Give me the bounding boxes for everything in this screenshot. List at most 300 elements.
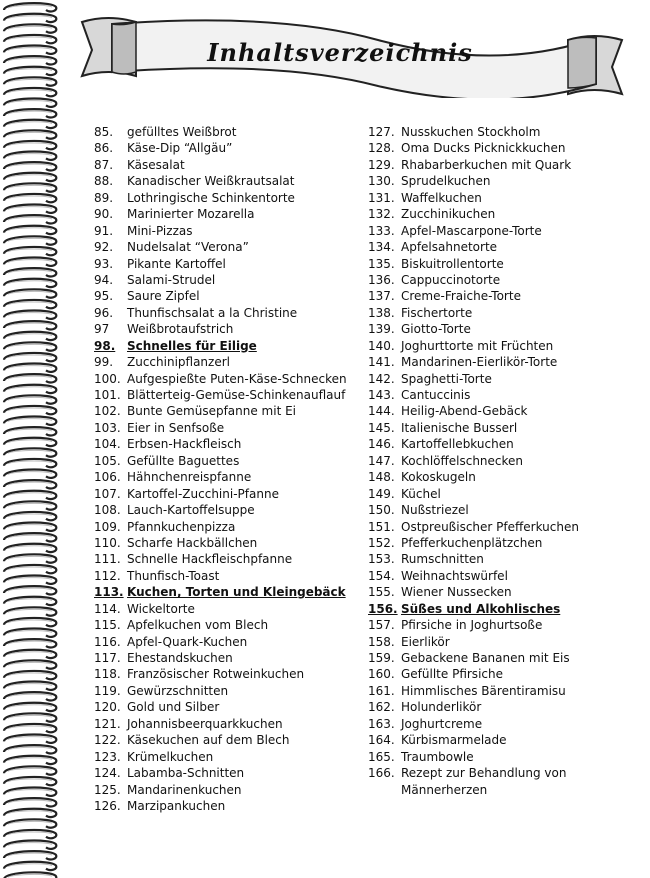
spiral-coil	[4, 321, 56, 329]
spiral-coil	[4, 226, 56, 234]
spiral-coil	[4, 809, 56, 817]
toc-entry	[94, 140, 347, 156]
toc-entry	[94, 124, 347, 140]
spiral-coil	[4, 67, 56, 75]
toc-entry-number	[368, 782, 401, 798]
toc-entry-number: 155.	[368, 585, 395, 600]
toc-entry-title: Mandarinenkuchen	[127, 782, 242, 797]
toc-entry	[368, 387, 579, 403]
toc-section-heading	[368, 601, 579, 617]
toc-entry	[94, 256, 347, 272]
toc-entry-title: Pikante Kartoffel	[127, 256, 226, 271]
spiral-coil	[4, 183, 56, 191]
toc-entry-title: Giotto-Torte	[401, 322, 471, 337]
spiral-coil	[4, 501, 56, 509]
toc-entry-title: Käse-Dip “Allgäu”	[127, 141, 233, 156]
spiral-coil	[4, 215, 56, 223]
toc-entry	[368, 683, 579, 699]
toc-entry-number: 124.	[94, 766, 121, 781]
toc-entry-number: 87.	[94, 157, 114, 172]
toc-entry	[94, 223, 347, 239]
spiral-coil	[4, 745, 56, 753]
toc-entry-number: 134.	[368, 240, 395, 255]
spiral-coil	[4, 576, 56, 584]
toc-entry-number: 91.	[94, 223, 114, 238]
toc-entry-title: Pfirsiche in Joghurtsoße	[401, 618, 543, 633]
toc-entry	[94, 206, 347, 222]
toc-entry	[94, 305, 347, 321]
toc-entry-number: 107.	[94, 486, 121, 501]
toc-entry-number: 86.	[94, 141, 114, 156]
toc-entry-number: 125.	[94, 782, 121, 797]
toc-entry-number: 90.	[94, 207, 114, 222]
toc-entry-number: 112.	[94, 568, 121, 583]
spiral-coil	[4, 395, 56, 403]
toc-entry	[94, 371, 347, 387]
toc-entry	[368, 124, 579, 140]
toc-entry	[368, 502, 579, 518]
toc-entry-number: 129.	[368, 157, 395, 172]
toc-entry-title: Krümelkuchen	[127, 749, 214, 764]
toc-entry-title: Eier in Senfsoße	[127, 420, 225, 435]
toc-entry-number: 133.	[368, 223, 395, 238]
toc-entry-title: Labamba-Schnitten	[127, 766, 245, 781]
toc-entry	[368, 634, 579, 650]
spiral-coil	[4, 353, 56, 361]
spiral-coil	[4, 830, 56, 838]
toc-entry	[94, 519, 347, 535]
toc-entry-title: Gefüllte Baguettes	[127, 453, 240, 468]
toc-entry-title: Creme-Fraiche-Torte	[401, 289, 521, 304]
spiral-coil	[4, 660, 56, 668]
toc-entry	[94, 403, 347, 419]
toc-entry-number: 122.	[94, 733, 121, 748]
toc-entry-number: 137.	[368, 289, 395, 304]
toc-entry	[368, 338, 579, 354]
toc-entry	[94, 601, 347, 617]
toc-entry-number: 111.	[94, 552, 121, 567]
toc-entry-number: 153.	[368, 552, 395, 567]
toc-entry	[368, 551, 579, 567]
toc-entry-number: 89.	[94, 190, 114, 205]
toc-entry	[94, 765, 347, 781]
toc-entry-title: Zucchinipflanzerl	[127, 355, 230, 370]
toc-entry-title: Johannisbeerquarkkuchen	[127, 716, 283, 731]
toc-entry-title: Nudelsalat “Verona”	[127, 240, 249, 255]
spiral-coil	[4, 332, 56, 340]
toc-entry-title: Aufgespießte Puten-Käse-Schnecken	[127, 371, 347, 386]
spiral-coil	[4, 438, 56, 446]
toc-entry-title: Kanadischer Weißkrautsalat	[127, 174, 295, 189]
toc-entry-title: Kartoffel-Zucchini-Pfanne	[127, 486, 279, 501]
toc-entry-number: 141.	[368, 355, 395, 370]
spiral-coil	[4, 851, 56, 859]
toc-entry-title: Kochlöffelschnecken	[401, 453, 524, 468]
toc-entry	[368, 749, 579, 765]
toc-entry-title: Wickeltorte	[127, 601, 195, 616]
toc-entry-number: 117.	[94, 651, 121, 665]
toc-entry-title: Joghurttorte mit Früchten	[401, 338, 554, 353]
spiral-coil	[4, 713, 56, 721]
toc-section-heading	[94, 584, 347, 600]
toc-entry	[94, 502, 347, 518]
spiral-coil	[4, 586, 56, 594]
spiral-coil	[4, 77, 56, 85]
toc-entry-title: Saure Zipfel	[127, 289, 200, 304]
spiral-coil	[4, 141, 56, 149]
spiral-coil	[4, 364, 56, 372]
spiral-coil	[4, 109, 56, 117]
spiral-coil	[4, 544, 56, 552]
toc-entry-number: 118.	[94, 667, 121, 682]
toc-entry-number: 104.	[94, 437, 121, 452]
toc-entry-number: 144.	[368, 404, 395, 419]
toc-entry-title: Italienische Busserl	[401, 420, 518, 435]
toc-entry-title: Kürbismarmelade	[401, 733, 507, 748]
toc-entry-number: 142.	[368, 371, 395, 386]
spiral-coil	[4, 862, 56, 870]
toc-entry	[368, 354, 579, 370]
toc-entry-title: Bunte Gemüsepfanne mit Ei	[127, 404, 297, 419]
toc-entry	[368, 173, 579, 189]
toc-entry-title: Käsesalat	[127, 157, 185, 172]
spiral-coil	[4, 703, 56, 711]
spiral-binding	[0, 0, 62, 878]
toc-entry-title: Apfelkuchen vom Blech	[127, 618, 269, 633]
toc-entry	[94, 535, 347, 551]
spiral-coil	[4, 289, 56, 297]
toc-entry-number: 106.	[94, 470, 121, 485]
toc-entry-number: 162.	[368, 700, 395, 715]
spiral-coil	[4, 247, 56, 255]
spiral-coil	[4, 194, 56, 202]
toc-entry-title: Kartoffellebkuchen	[401, 437, 514, 452]
spiral-coil	[4, 258, 56, 266]
spiral-coil	[4, 99, 56, 107]
spiral-coil	[4, 671, 56, 679]
toc-entry-number: 126.	[94, 798, 121, 813]
toc-entry-number: 102.	[94, 404, 121, 419]
toc-entry	[368, 782, 579, 798]
toc-entry	[94, 617, 347, 633]
spiral-coil	[4, 120, 56, 128]
toc-entry-number: 95.	[94, 289, 114, 304]
toc-entry-title: Lothringische Schinkentorte	[127, 190, 295, 205]
toc-entry-number: 159.	[368, 651, 395, 665]
toc-entry-number: 92.	[94, 240, 114, 255]
spiral-coil	[4, 385, 56, 393]
toc-entry-title: Heilig-Abend-Gebäck	[401, 404, 528, 419]
toc-entry-number: 94.	[94, 272, 114, 287]
toc-entry-number: 115.	[94, 618, 121, 633]
toc-entry-title: Süßes und Alkohlisches	[401, 601, 561, 616]
toc-entry-title: Küchel	[401, 486, 441, 501]
spiral-coil	[4, 788, 56, 796]
toc-entry-title: Salami-Strudel	[127, 272, 216, 287]
toc-entry-number: 99.	[94, 355, 114, 370]
spiral-coil	[4, 841, 56, 849]
toc-entry	[368, 469, 579, 485]
toc-entry	[368, 256, 579, 272]
toc-entry-number: 152.	[368, 535, 395, 550]
toc-entry	[94, 716, 347, 732]
spiral-coil	[4, 533, 56, 541]
toc-entry-number: 93.	[94, 256, 114, 271]
toc-entry	[94, 699, 347, 715]
toc-entry-number: 128.	[368, 141, 395, 156]
toc-entry-title: Apfel-Mascarpone-Torte	[401, 223, 542, 238]
toc-entry-title: Hähnchenreispfanne	[127, 470, 252, 485]
toc-entry-title: Erbsen-Hackfleisch	[127, 437, 242, 452]
toc-entry-title: Blätterteig-Gemüse-Schinkenauflauf	[127, 388, 346, 402]
toc-entry-title: Männerherzen	[401, 782, 488, 797]
toc-entry-number: 164.	[368, 733, 395, 748]
toc-entry-title: Schnelle Hackfleischpfanne	[127, 552, 293, 567]
toc-entry	[368, 190, 579, 206]
toc-entry-number: 147.	[368, 453, 395, 468]
spiral-coil	[4, 523, 56, 531]
spiral-coil	[4, 311, 56, 319]
spiral-coil	[4, 448, 56, 456]
toc-entry-number: 146.	[368, 437, 395, 452]
toc-entry-number: 123.	[94, 749, 121, 764]
toc-entry	[94, 387, 347, 403]
spiral-coil	[4, 766, 56, 774]
toc-entry-title: Mini-Pizzas	[127, 223, 193, 238]
toc-entry-title: Marinierter Mozarella	[127, 207, 255, 222]
spiral-coil	[4, 342, 56, 350]
spiral-coil	[4, 629, 56, 637]
toc-entry-title: Schnelles für Eilige	[127, 338, 257, 353]
toc-entry	[94, 732, 347, 748]
toc-entry	[368, 535, 579, 551]
spiral-coil	[4, 554, 56, 562]
toc-entry-title: Thunfisch-Toast	[127, 568, 220, 583]
toc-entry-title: Französischer Rotweinkuchen	[127, 667, 305, 682]
toc-entry-number: 158.	[368, 634, 395, 649]
toc-entry	[368, 716, 579, 732]
toc-entry-title: Waffelkuchen	[401, 190, 482, 205]
toc-entry	[94, 321, 347, 337]
toc-entry-title: Apfel-Quark-Kuchen	[127, 634, 248, 649]
toc-entry-title: Cappuccinotorte	[401, 272, 501, 287]
toc-entry-number: 148.	[368, 470, 395, 485]
toc-entry-title: Biskuitrollentorte	[401, 256, 504, 271]
spiral-coil	[4, 130, 56, 138]
spiral-coil	[4, 735, 56, 743]
toc-entry	[94, 666, 347, 682]
toc-entry-title: Rezept zur Behandlung von	[401, 766, 567, 781]
toc-entry-number: 145.	[368, 420, 395, 435]
toc-entry	[94, 173, 347, 189]
toc-entry	[94, 453, 347, 469]
toc-entry	[368, 206, 579, 222]
toc-entry-number: 108.	[94, 503, 121, 518]
toc-entry-title: Lauch-Kartoffelsuppe	[127, 503, 255, 518]
toc-entry	[94, 239, 347, 255]
toc-entry-number: 131.	[368, 190, 395, 205]
toc-entry-number: 143.	[368, 388, 395, 402]
toc-entry-number: 139.	[368, 322, 395, 337]
toc-entry-title: Apfelsahnetorte	[401, 240, 498, 255]
toc-entry-number: 161.	[368, 683, 395, 698]
toc-entry-title: Nußstriezel	[401, 503, 469, 518]
spiral-coil	[4, 88, 56, 96]
toc-entry-title: Pfannkuchenpizza	[127, 519, 236, 534]
spiral-coil	[4, 3, 56, 11]
toc-entry	[94, 436, 347, 452]
spiral-coil	[4, 300, 56, 308]
toc-entry-title: Gebackene Bananen mit Eis	[401, 651, 570, 665]
toc-entry	[368, 666, 579, 682]
toc-entry	[94, 650, 347, 666]
toc-entry	[368, 239, 579, 255]
toc-entry-title: Eierlikör	[401, 634, 450, 649]
toc-entry	[94, 486, 347, 502]
toc-entry-number: 98.	[94, 338, 116, 353]
toc-entry-title: Sprudelkuchen	[401, 174, 491, 189]
toc-entry-title: Holunderlikör	[401, 700, 482, 715]
toc-entry	[94, 551, 347, 567]
spiral-coil	[4, 268, 56, 276]
toc-entry-number: 132.	[368, 207, 395, 222]
toc-entry-title: Scharfe Hackbällchen	[127, 535, 258, 550]
toc-entry-number: 113.	[94, 585, 124, 600]
spiral-coil	[4, 406, 56, 414]
toc-entry	[94, 683, 347, 699]
spiral-coil	[4, 162, 56, 170]
toc-entry	[368, 157, 579, 173]
toc-entry	[368, 223, 579, 239]
toc-entry	[94, 288, 347, 304]
toc-entry-title: Thunfischsalat a la Christine	[127, 305, 298, 320]
toc-entry-title: Pfefferkuchenplätzchen	[401, 535, 543, 550]
toc-entry-title: Oma Ducks Picknickkuchen	[401, 141, 566, 156]
toc-entry-title: Fischertorte	[401, 305, 473, 320]
toc-entry	[368, 584, 579, 600]
spiral-coil	[4, 724, 56, 732]
spiral-coil	[4, 512, 56, 520]
spiral-coil	[4, 682, 56, 690]
toc-right-column	[368, 124, 579, 798]
toc-entry-number: 166.	[368, 766, 395, 781]
toc-entry	[94, 420, 347, 436]
toc-entry-number: 110.	[94, 535, 121, 550]
spiral-coil	[4, 491, 56, 499]
spiral-coil	[4, 46, 56, 54]
toc-entry-number: 96.	[94, 305, 114, 320]
toc-entry-number: 103.	[94, 420, 121, 435]
toc-entry-title: Rumschnitten	[401, 552, 484, 567]
toc-entry-number: 156.	[368, 601, 398, 616]
toc-entry-number: 135.	[368, 256, 395, 271]
toc-entry-number: 119.	[94, 683, 121, 698]
spiral-coil	[4, 173, 56, 181]
toc-entry-number: 140.	[368, 338, 395, 353]
toc-entry-title: Weißbrotaufstrich	[127, 322, 234, 337]
toc-entry	[94, 190, 347, 206]
toc-entry	[368, 765, 579, 781]
spiral-coil	[4, 470, 56, 478]
toc-entry-number: 114.	[94, 601, 121, 616]
toc-entry	[368, 436, 579, 452]
toc-entry	[368, 699, 579, 715]
toc-entry-title: Ehestandskuchen	[127, 651, 233, 665]
toc-entry-title: gefülltes Weißbrot	[127, 125, 237, 139]
toc-entry	[368, 305, 579, 321]
toc-entry	[94, 634, 347, 650]
toc-entry-number: 101.	[94, 388, 121, 402]
toc-entry	[368, 321, 579, 337]
spiral-coil	[4, 459, 56, 467]
toc-entry	[368, 403, 579, 419]
toc-entry	[368, 732, 579, 748]
toc-entry-number: 157.	[368, 618, 395, 633]
toc-entry	[368, 650, 579, 666]
toc-entry-title: Kuchen, Torten und Kleingebäck	[127, 585, 346, 600]
toc-entry-title: Cantuccinis	[401, 388, 471, 402]
spiral-coil	[4, 480, 56, 488]
toc-entry-number: 163.	[368, 716, 395, 731]
toc-entry-title: Gefüllte Pfirsiche	[401, 667, 503, 682]
toc-entry	[368, 568, 579, 584]
toc-entry-number: 88.	[94, 174, 114, 189]
toc-entry-number: 116.	[94, 634, 121, 649]
toc-entry	[368, 617, 579, 633]
toc-entry-number: 151.	[368, 519, 395, 534]
toc-entry-title: Joghurtcreme	[401, 716, 483, 731]
spiral-coil	[4, 565, 56, 573]
toc-section-heading	[94, 338, 347, 354]
toc-entry	[94, 782, 347, 798]
toc-entry-title: Nusskuchen Stockholm	[401, 125, 541, 139]
toc-entry	[368, 453, 579, 469]
toc-entry	[368, 288, 579, 304]
spiral-coil	[4, 374, 56, 382]
spiral-coil	[4, 607, 56, 615]
toc-entry-title: Weihnachtswürfel	[401, 568, 508, 583]
toc-entry-number: 149.	[368, 486, 395, 501]
toc-entry-number: 105.	[94, 453, 121, 468]
toc-entry-title: Gold und Silber	[127, 700, 220, 715]
spiral-coil	[4, 417, 56, 425]
spiral-coil	[4, 279, 56, 287]
spiral-coil	[4, 427, 56, 435]
toc-entry-title: Mandarinen-Eierlikör-Torte	[401, 355, 558, 370]
toc-entry-title: Gewürzschnitten	[127, 683, 229, 698]
spiral-coil	[4, 692, 56, 700]
toc-entry-title: Zucchinikuchen	[401, 207, 496, 222]
toc-entry-number: 154.	[368, 568, 395, 583]
spiral-coil	[4, 756, 56, 764]
toc-entry	[94, 469, 347, 485]
spiral-coil	[4, 35, 56, 43]
toc-entry-title: Ostpreußischer Pfefferkuchen	[401, 519, 579, 534]
toc-entry-number: 150.	[368, 503, 395, 518]
spiral-coil	[4, 205, 56, 213]
toc-entry	[368, 486, 579, 502]
toc-entry-number: 100.	[94, 371, 121, 386]
spiral-coil	[4, 777, 56, 785]
toc-entry	[94, 798, 347, 814]
toc-entry-title: Wiener Nussecken	[401, 585, 512, 600]
spiral-coil	[4, 152, 56, 160]
toc-entry	[94, 749, 347, 765]
toc-entry-title: Traumbowle	[401, 749, 474, 764]
toc-entry-number: 85.	[94, 125, 114, 139]
toc-entry-number: 121.	[94, 716, 121, 731]
toc-entry-title: Spaghetti-Torte	[401, 371, 492, 386]
